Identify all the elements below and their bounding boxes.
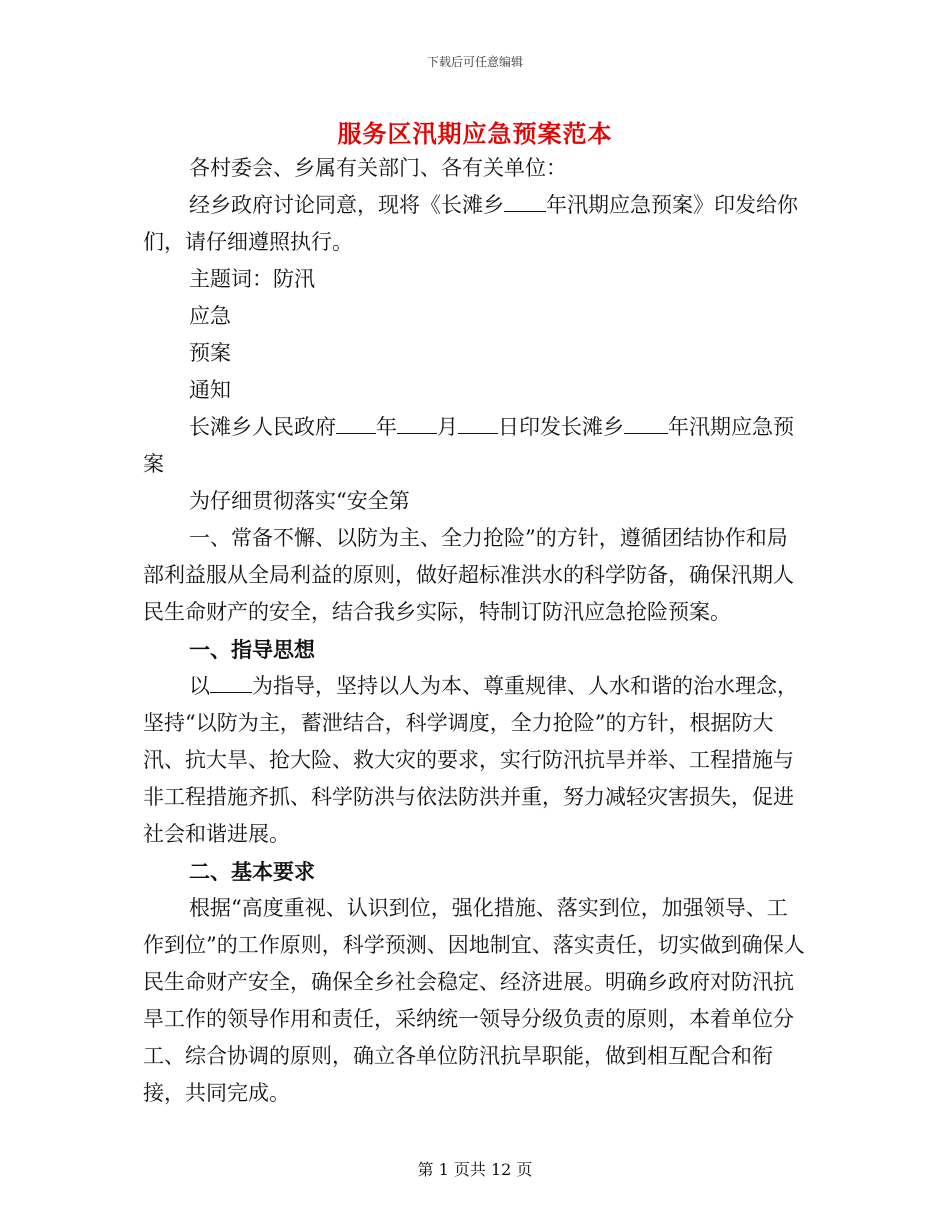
keyword-notice: 通知 [189, 378, 231, 402]
document-body [143, 150, 807, 1112]
keywords-line: 主题词：防汛 [189, 267, 315, 291]
section-heading-requirements: 二、基本要求 [189, 859, 315, 884]
policy-paragraph: 一、常备不懈、以防为主、全力抢险”的方针，遵循团结协作和局部利益服从全局利益的原则，做好超标准洪水的科学防备，确保汛期人民生命财产的安全，结合我乡实际，特制订防汛应急抢险预案。 [143, 526, 794, 624]
section-heading-guiding: 一、指导思想 [189, 637, 315, 662]
document-title: 服务区汛期应急预案范本 [337, 119, 613, 148]
issuance-line: 长滩乡人民政府 年 月 日印发长滩乡 年汛期应急预案 [143, 415, 794, 476]
guiding-paragraph: 以 为指导，坚持以人为本、尊重规律、人水和谐的治水理念，坚持“以防为主，蓄泄结合，科学调度，全力抢险”的方针，根据防大汛、抗大旱、抢大险、救大灾的要求，实行防汛抗旱并举、工程措施与非工程措施齐抓、科学防洪与依法防洪并重，努力减轻灾害损失，促进社会和谐进展。 [143, 674, 798, 846]
requirements-paragraph: 根据“高度重视、认识到位，强化措施、落实到位，加强领导、工作到位”的工作原则，科学预测、因地制宜、落实责任，切实做到确保人民生命财产安全，确保全乡社会稳定、经济进展。明确乡政府对防汛抗旱工作的领导作用和责任，采纳统一领导分级负责的原则，本着单位分工、综合协调的原则，确立各单位防汛抗旱职能，做到相互配合和衔接，共同完成。 [143, 896, 805, 1105]
purpose-paragraph: 为仔细贯彻落实“安全第 [189, 489, 410, 513]
page-footer: 第 1 页共 12 页 [417, 1160, 533, 1179]
blank-year [504, 191, 546, 212]
salutation: 各村委会、乡属有关部门、各有关单位： [189, 156, 567, 180]
keyword-plan: 预案 [189, 341, 231, 365]
intro-paragraph: 经乡政府讨论同意，现将《长滩乡 年汛期应急预案》印发给你们，请仔细遵照执行。 [143, 193, 798, 254]
header-note: 下载后可任意编辑 [426, 55, 523, 69]
keyword-emergency: 应急 [189, 304, 231, 328]
